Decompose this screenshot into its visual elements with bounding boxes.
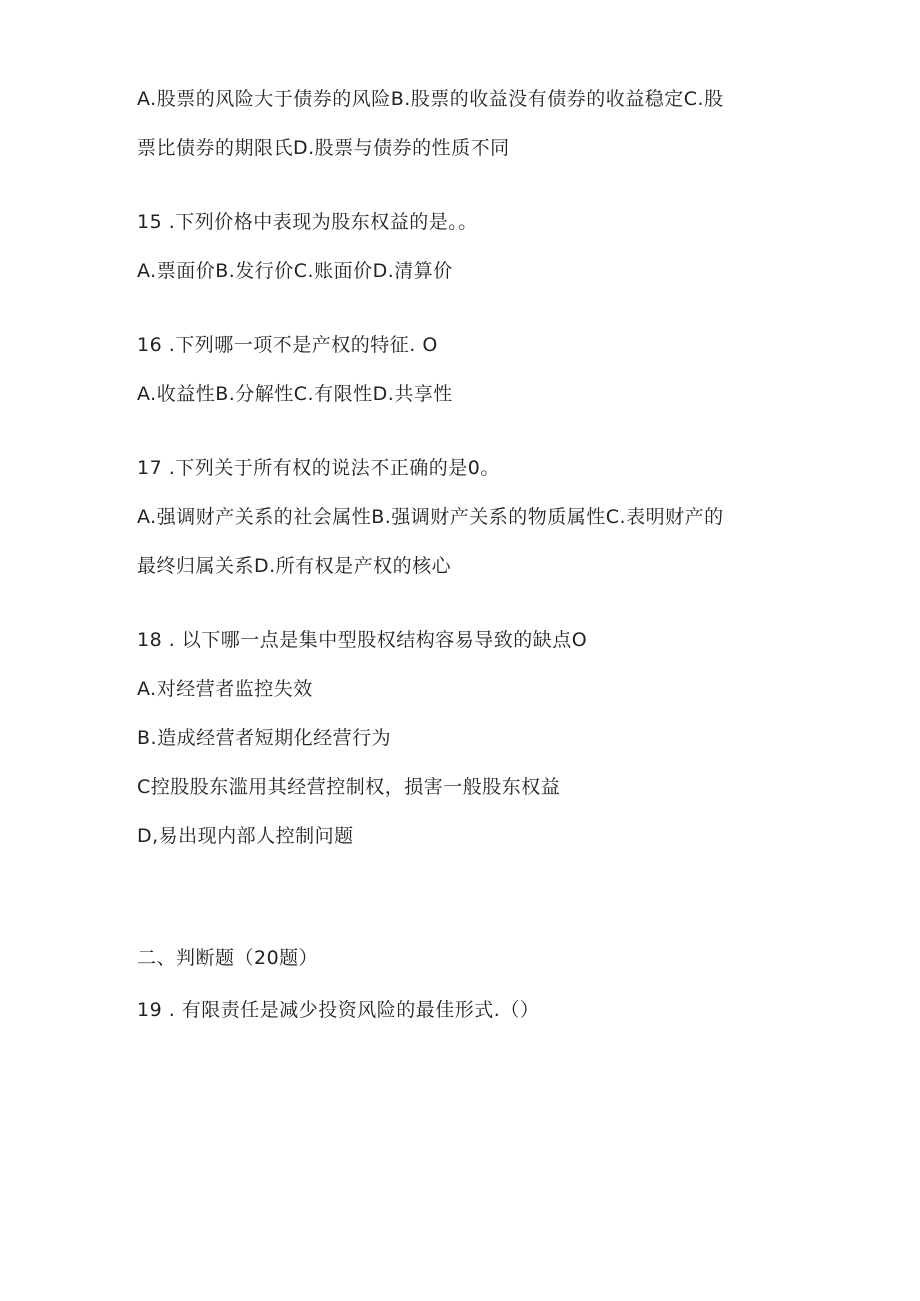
q15-options: A.票面价B.发行价C.账面价D.清算价 bbox=[137, 260, 453, 282]
q14-options-line-2: 票比债券的期限氏D.股票与债券的性质不同 bbox=[137, 137, 510, 159]
question-17: 17 .下列关于所有权的说法不正确的是0。 bbox=[137, 457, 500, 479]
q14-options-line-1: A.股票的风险大于债券的风险B.股票的收益没有债券的收益稳定C.股 bbox=[137, 88, 724, 110]
section-heading-true-false: 二、判断题（20题） bbox=[137, 947, 319, 969]
question-15: 15 .下列价格中表现为股东权益的是。。 bbox=[137, 211, 478, 233]
q18-option-d: D,易出现内部人控制问题 bbox=[137, 825, 354, 847]
q17-options-line-1: A.强调财产关系的社会属性B.强调财产关系的物质属性C.表明财产的 bbox=[137, 506, 724, 528]
question-16: 16 .下列哪一项不是产权的特征. O bbox=[137, 334, 438, 356]
question-18: 18 . 以下哪一点是集中型股权结构容易导致的缺点O bbox=[137, 629, 588, 651]
question-19: 19 . 有限责任是减少投资风险的最佳形式.（） bbox=[137, 999, 540, 1021]
q16-options: A.收益性B.分解性C.有限性D.共享性 bbox=[137, 383, 453, 405]
q18-option-c: C控股股东滥用其经营控制权，损害一般股东权益 bbox=[137, 776, 561, 798]
q18-option-b: B.造成经营者短期化经营行为 bbox=[137, 727, 392, 749]
q17-options-line-2: 最终归属关系D.所有权是产权的核心 bbox=[137, 555, 452, 577]
q18-option-a: A.对经营者监控失效 bbox=[137, 678, 313, 700]
